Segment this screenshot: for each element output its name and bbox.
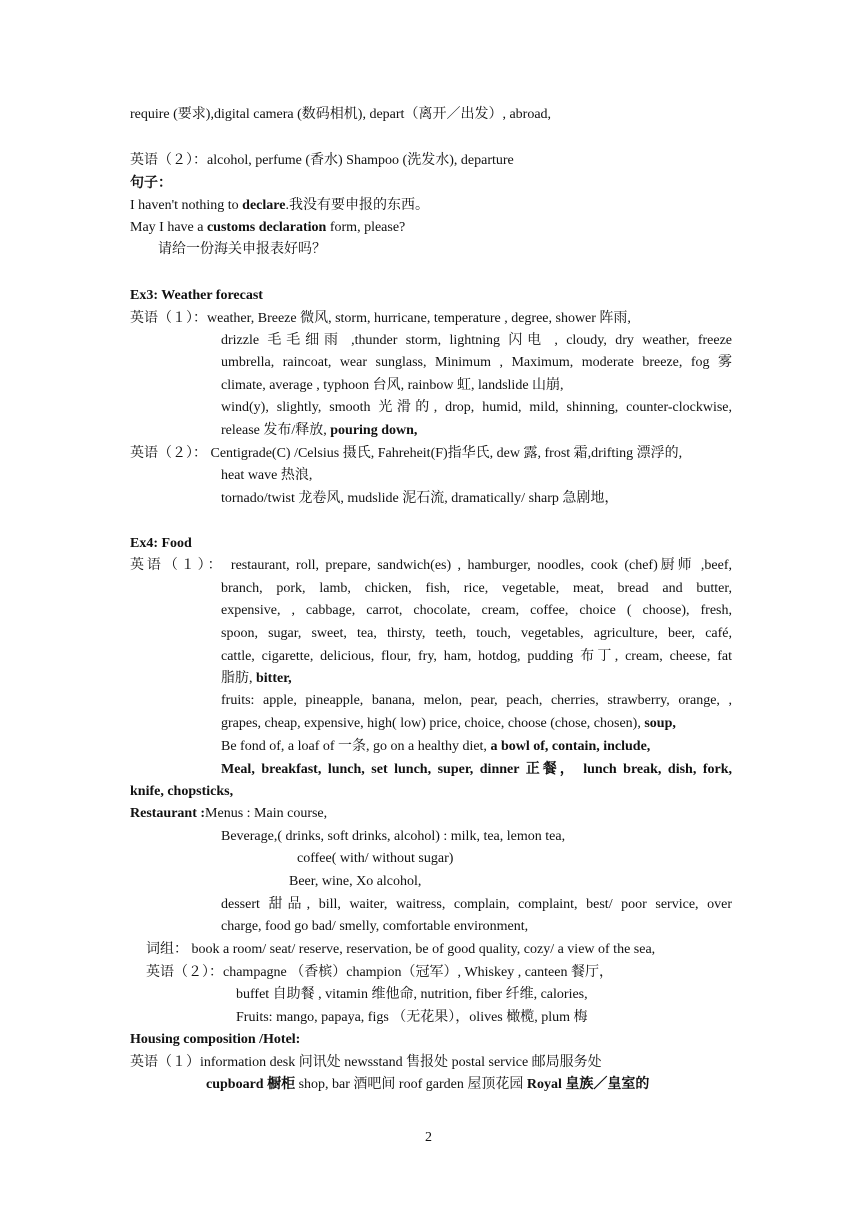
text-line [221, 713, 676, 735]
text-line [221, 465, 312, 487]
text-line [221, 916, 528, 938]
text-line [130, 195, 429, 217]
text-line [130, 308, 631, 330]
text-run: 词组： book a room/ seat/ reserve, reservation, be of good quality, cozy/ a view of the sea, [146, 942, 656, 957]
text-run: .我没有要申报的东西。 [285, 198, 429, 213]
text-run: Be fond of, a loaf of 一条, go on a healthy diet, [221, 739, 491, 754]
text-run: 英语（２）：alcohol, perfume (香水) Shampoo (洗发水), departure [130, 153, 514, 168]
text-line [146, 939, 655, 961]
text-run: umbrella, raincoat, wear sunglass, Minimum , Maximum, moderate breeze, fog 雾 [221, 355, 732, 370]
text-line [221, 623, 732, 645]
text-run: spoon, sugar, sweet, tea, thirsty, teeth, touch, vegetables, agriculture, beer, café, [221, 626, 732, 641]
text-run: May I have a [130, 220, 207, 235]
text-line [236, 1007, 588, 1029]
bold-text: Ex4: Food [130, 536, 192, 551]
bold-text: bitter, [256, 671, 292, 686]
text-run: coffee( with/ without sugar) [297, 851, 454, 866]
bold-text: cupboard 橱柜 [206, 1077, 296, 1092]
bold-text: Meal, breakfast, lunch, set lunch, super, dinner 正餐， lunch break, dish, fork, [221, 762, 732, 777]
text-line [221, 330, 732, 352]
bold-text: Restaurant : [130, 806, 206, 821]
bold-text: declare [242, 198, 286, 213]
text-line [297, 848, 453, 870]
text-run: Menus : Main course, [205, 806, 328, 821]
text-run: wind(y), slightly, smooth 光滑的, drop, humid, mild, shinning, counter-clockwise, [221, 400, 732, 415]
text-line [130, 781, 233, 803]
text-run: grapes, cheap, expensive, high( low) price, choice, choose (chose, chosen), [221, 716, 645, 731]
text-line [221, 600, 732, 622]
text-run: 脂肪, [221, 671, 256, 686]
text-run: cattle, cigarette, delicious, flour, fry, ham, hotdog, pudding 布丁, cream, cheese, fat [221, 649, 732, 664]
bold-text: Royal 皇族／皇室的 [526, 1077, 650, 1092]
text-run: require (要求),digital camera (数码相机), depart（离开／出发）, abroad, [130, 107, 552, 122]
text-line [130, 555, 732, 577]
text-line [130, 217, 405, 239]
text-run: dessert 甜品, bill, waiter, waitress, complain, complaint, best/ poor service, over [221, 897, 732, 912]
text-line [221, 578, 732, 600]
text-run: release 发布/释放, [221, 423, 331, 438]
text-run: drizzle 毛毛细雨 ,thunder storm, lightning 闪电 , cloudy, dry weather, freeze [221, 333, 732, 348]
text-run: I haven't nothing to [130, 198, 243, 213]
bold-text: soup, [644, 716, 676, 731]
text-run: 请给一份海关申报表好吗？ [158, 242, 326, 257]
text-line [130, 803, 327, 825]
text-line [130, 285, 263, 307]
text-run: Beer, wine, Xo alcohol, [289, 874, 422, 889]
text-line [221, 397, 732, 419]
text-line [221, 759, 732, 781]
bold-text: Ex3: Weather forecast [130, 288, 263, 303]
text-line [221, 646, 732, 668]
text-run: 英语（２）：champagne （香槟）champion（冠军）, Whiskey , canteen 餐厅， [146, 965, 613, 980]
text-line [236, 984, 588, 1006]
text-line [289, 871, 421, 893]
bold-text: a bowl of, contain, include, [490, 739, 651, 754]
text-line [221, 352, 732, 374]
bold-text: Housing composition /Hotel: [130, 1032, 301, 1047]
text-run: charge, food go bad/ smelly, comfortable environment, [221, 919, 529, 934]
text-line [221, 375, 564, 397]
text-run: fruits: apple, pineapple, banana, melon, pear, peach, cherries, strawberry, orange, , [221, 693, 732, 708]
text-run: heat wave 热浪, [221, 468, 313, 483]
bold-text: pouring down, [330, 423, 418, 438]
text-run: form, please? [326, 220, 406, 235]
bold-text: 句子： [130, 176, 172, 191]
bold-text: customs declaration [206, 220, 327, 235]
text-line [221, 826, 565, 848]
text-run: 英语（１）：weather, Breeze 微风, storm, hurricane, temperature , degree, shower 阵雨, [130, 311, 631, 326]
text-line [130, 443, 682, 465]
text-line [130, 1052, 602, 1074]
text-line [206, 1074, 649, 1096]
text-line [130, 150, 514, 172]
page-number: 2 [425, 1130, 432, 1145]
text-line [130, 533, 192, 555]
text-run: Beverage,( drinks, soft drinks, alcohol) : milk, tea, lemon tea, [221, 829, 566, 844]
text-line [221, 894, 732, 916]
text-run: tornado/twist 龙卷风, mudslide 泥石流, dramatically/ sharp 急剧地， [221, 491, 619, 506]
text-run: 英语（２）： Centigrade(C) /Celsius 摄氏, Fahreheit(F)指华氏, dew 露, frost 霜,drifting 漂浮的, [130, 446, 683, 461]
text-run: branch, pork, lamb, chicken, fish, rice, vegetable, meat, bread and butter, [221, 581, 732, 596]
text-run: climate, average , typhoon 台风, rainbow 虹, landslide 山崩, [221, 378, 564, 393]
text-line [130, 1029, 300, 1051]
text-line [221, 690, 732, 712]
bold-text: knife, chopsticks, [130, 784, 234, 799]
text-line [221, 736, 650, 758]
text-run: expensive, , cabbage, carrot, chocolate, cream, coffee, choice ( choose), fresh, [221, 603, 732, 618]
text-line [221, 488, 618, 510]
text-run: 英语（１）information desk 问讯处 newsstand 售报处 postal service 邮局服务处 [130, 1055, 602, 1070]
text-line [158, 239, 326, 261]
text-line [221, 420, 417, 442]
text-run: Fruits: mango, papaya, figs （无花果），olives 橄榄, plum 梅 [236, 1010, 588, 1025]
text-line [130, 104, 551, 126]
text-run: buffet 自助餐 , vitamin 维他命, nutrition, fiber 纤维, calories, [236, 987, 588, 1002]
text-line [146, 962, 613, 984]
text-line [221, 668, 292, 690]
text-run: shop, bar 酒吧间 roof garden 屋顶花园 [295, 1077, 527, 1092]
text-run: 英语（１）： restaurant, roll, prepare, sandwich(es) , hamburger, noodles, cook (chef)厨师 ,beef, [130, 558, 732, 573]
text-line [130, 173, 172, 195]
